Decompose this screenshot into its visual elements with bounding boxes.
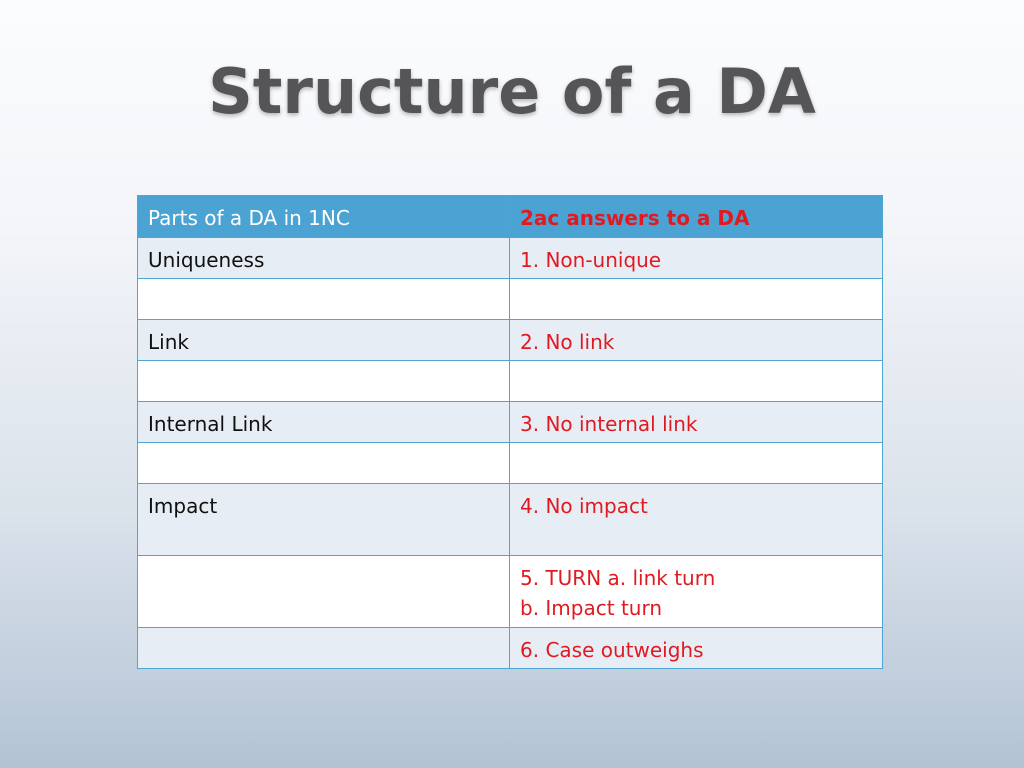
answer-line: 6. Case outweighs [520, 638, 704, 662]
da-structure-table [137, 195, 883, 669]
part-cell: Uniqueness [138, 238, 510, 279]
answer-cell [510, 361, 883, 402]
part-cell [138, 628, 510, 669]
answer-cell [510, 484, 883, 556]
answer-cell [510, 279, 883, 320]
table-row [138, 484, 883, 556]
answer-line: 5. TURN a. link turn [520, 566, 716, 590]
table-row [138, 628, 883, 669]
answer-line: 2. No link [520, 330, 615, 354]
slide-title: Structure of a DA [208, 55, 816, 128]
table-row [138, 361, 883, 402]
part-cell [138, 556, 510, 628]
answer-line: 4. No impact [520, 494, 648, 518]
part-cell [138, 361, 510, 402]
part-cell: Link [138, 320, 510, 361]
answer-cell [510, 402, 883, 443]
part-cell [138, 443, 510, 484]
part-cell: Internal Link [138, 402, 510, 443]
table-row [138, 279, 883, 320]
answer-cell [510, 443, 883, 484]
answer-line: 1. Non-unique [520, 248, 662, 272]
part-cell: Impact [138, 484, 510, 556]
table-row [138, 402, 883, 443]
answer-cell [510, 238, 883, 279]
table-row [138, 443, 883, 484]
answer-line: b. Impact turn [520, 596, 663, 620]
table-row [138, 238, 883, 279]
part-cell [138, 279, 510, 320]
answer-line: 3. No internal link [520, 412, 698, 436]
answers-column-header: 2ac answers to a DA [510, 196, 883, 238]
answer-cell [510, 320, 883, 361]
parts-column-header: Parts of a DA in 1NC [138, 196, 510, 238]
table-header-row [138, 196, 883, 238]
answer-cell [510, 628, 883, 669]
table-row [138, 320, 883, 361]
answer-cell [510, 556, 883, 628]
table-row [138, 556, 883, 628]
